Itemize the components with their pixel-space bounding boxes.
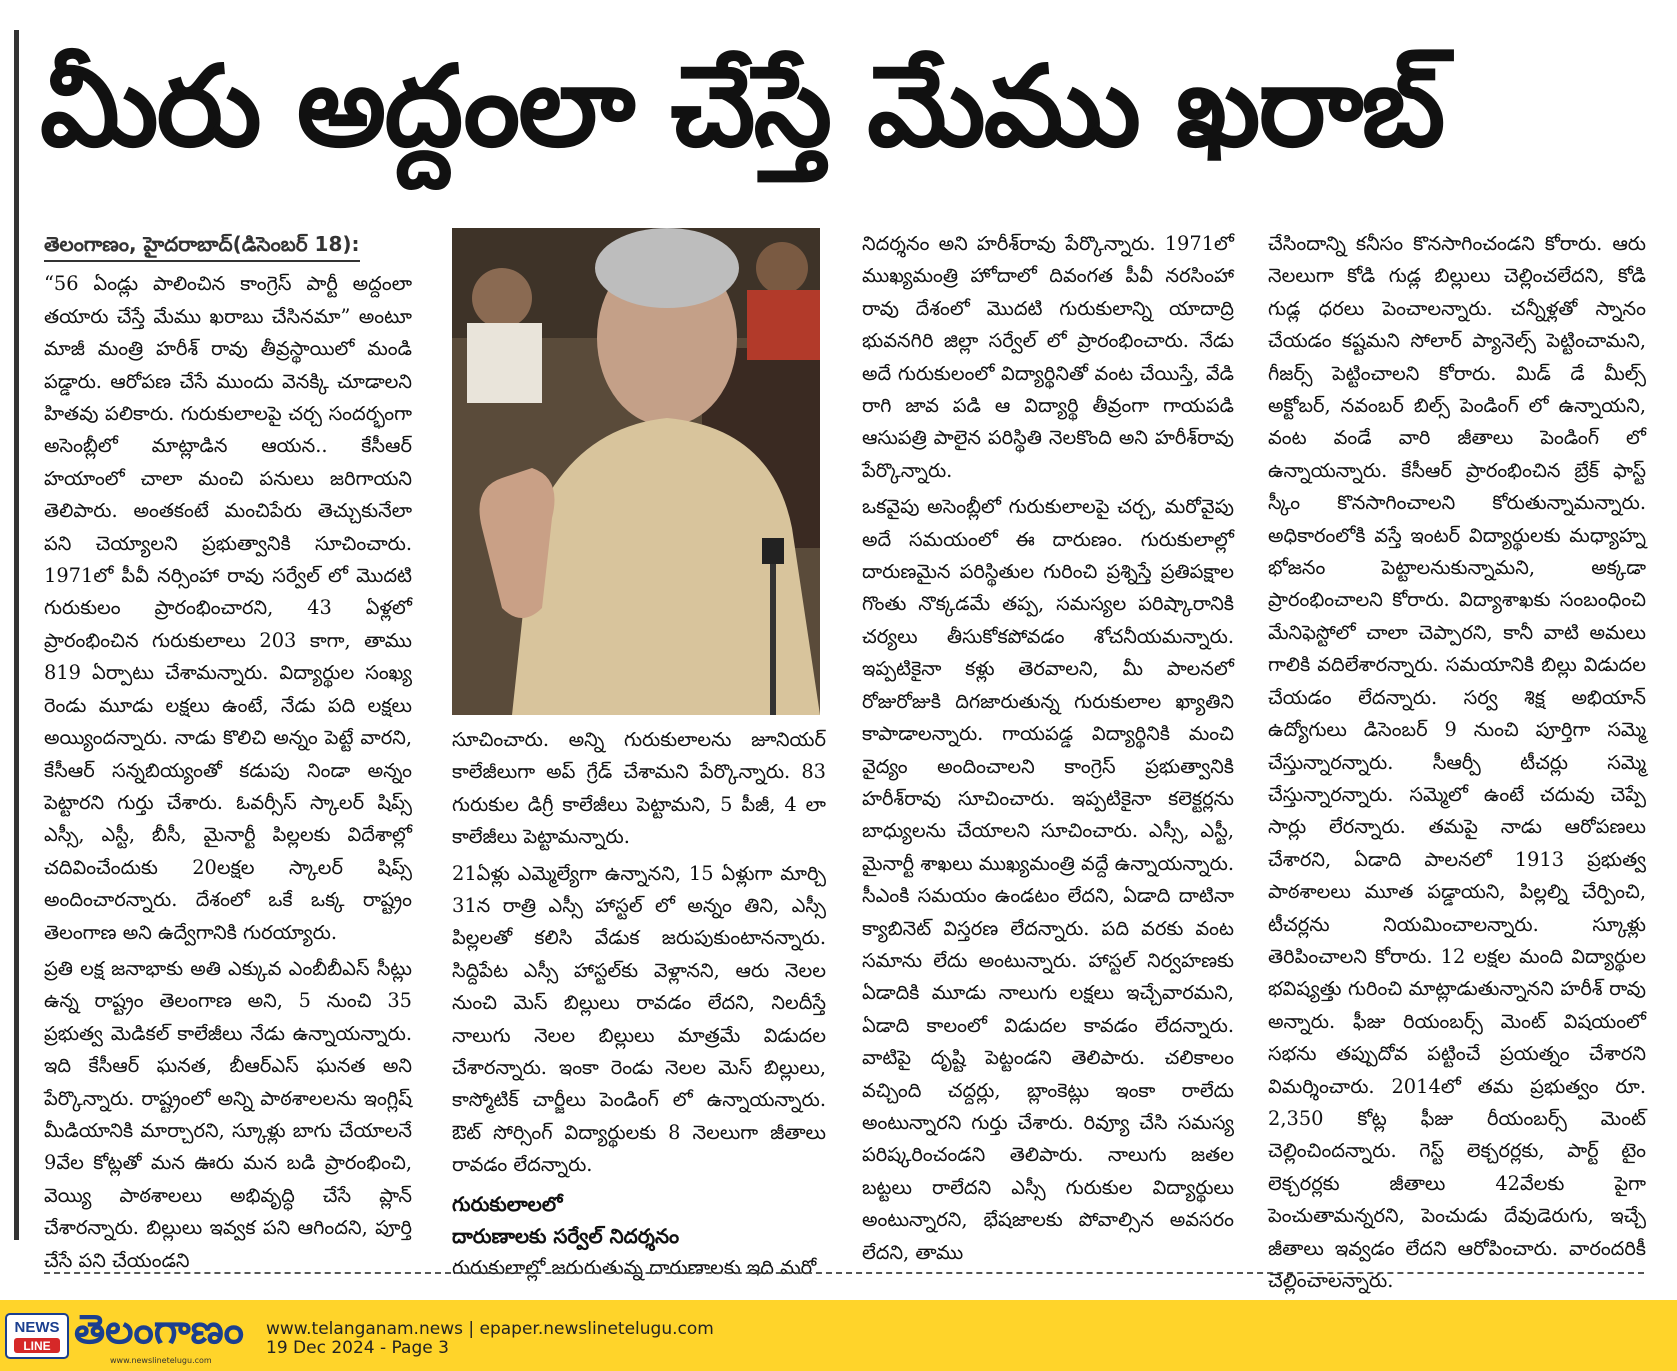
column-4 [1268,228,1646,1292]
headline: మీరు అద్దంలా చేస్తే మేము ఖరాబ్ [40,42,1444,172]
paragraph: నిదర్శనం అని హరీశ్‌రావు పేర్కొన్నారు. 1971లో ముఖ్యమంత్రి హోదాలో దివంగత పీవీ నరసింహా రావు దేశంలో మొదటి గురుకులాన్ని యాదాద్రి భువనగిరి జిల్లా సర్వేల్ లో ప్రారంభించారు. నేడు అదే గురుకులంలో విద్యార్థినితో వంట చేయిస్తే, వేడి రాగి జావ పడి ఆ విద్యార్థి తీవ్రంగా గాయపడి ఆసుపత్రి పాలైన పరిస్థితి నెలకొంది అని హరీశ్‌రావు పేర్కొన్నారు. [862,232,1234,482]
page-divider [44,1272,1644,1274]
paragraph: ఒకవైపు అసెంబ్లీలో గురుకులాలపై చర్చ, మరోవైపు అదే సమయంలో ఈ దారుణం. గురుకులాల్లో దారుణమైన పరిస్థితుల గురించి ప్రశ్నిస్తే ప్రతిపక్షాల గొంతు నొక్కడమే తప్ప, సమస్యల పరిష్కారానికి చర్యలు తీసుకోకపోవడం శోచనీయమన్నారు. ఇప్పటికైనా కళ్లు తెరవాలని, మీ పాలనలో రోజురోజుకి దిగజారుతున్న గురుకులాల ఖ్యాతిని కాపాడాలన్నారు. గాయపడ్డ విద్యార్థినికి మంచి వైద్యం అందించాలని కాంగ్రెస్ ప్రభుత్వానికి హరీశ్‌రావు సూచించారు. ఇప్పటికైనా కలెక్టర్లను బాధ్యులను చేయాలని సూచించారు. ఎస్సీ, ఎస్టీ, మైనార్టీ శాఖలు ముఖ్యమంత్రి వద్దే ఉన్నాయన్నారు. సీఎంకి సమయం ఉండటం లేదని, ఏడాది దాటినా క్యాబినెట్ విస్తరణ లేదన్నారు. పది వరకు వంట సమాను లేదు అంటున్నారు. హాస్టల్ నిర్వహణకు ఏడాదికి మూడు నాలుగు లక్షలు ఇచ్చేవారమని, ఏడాది కాలంలో విడుదల కావడం లేదన్నారు. వాటిపై దృష్టి పెట్టండని తెలిపారు. చలికాలం వచ్చింది చద్దర్లు, బ్లాంకెట్లు ఇంకా రాలేదు అంటున్నారని గుర్తు చేశారు. రివ్యూ చేసి సమస్య పరిష్కరించండని తెలిపారు. నాలుగు జతల బట్టలు రాలేదని ఎస్సీ గురుకుల విద్యార్థులు అంటున్నారని, భేషజాలకు పోవాల్సిన అవసరం లేదని, తాము [862,495,1234,1264]
left-margin-rule [14,30,19,1240]
paragraph: ప్రతి లక్ష జనాభాకు అతి ఎక్కువ ఎంబీబీఎస్ సీట్లు ఉన్న రాష్ట్రం తెలంగాణ అని, 5 నుంచి 35 ప్రభుత్వ మెడికల్ కాలేజీలు నేడు ఉన్నాయన్నారు. ఇది కేసీఆర్ ఘనత, బీఆర్ఎస్ ఘనత అని పేర్కొన్నారు. రాష్ట్రంలో అన్ని పాఠశాలలను ఇంగ్లిష్ మీడియానికి మార్చారని, స్కూళ్లు బాగు చేయాలనే 9వేల కోట్లతో మన ఊరు మన బడి ప్రారంభించి, వెయ్యి పాఠశాలలు అభివృద్ధి చేసే ప్లాన్ చేశారన్నారు. బిల్లులు ఇవ్వక పని ఆగిందని, పూర్తి చేసే పని చేయండని [44,956,412,1272]
paragraph: చేసిందాన్ని కనీసం కొనసాగించండని కోరారు. ఆరు నెలలుగా కోడి గుడ్ల బిల్లులు చెల్లించలేదని, కోడి గుడ్ల ధరలు పెంచాలన్నారు. చన్నీళ్లతో స్నానం చేయడం కష్టమని సోలార్ ప్యానెల్స్ పెట్టించామని, గీజర్స్ పెట్టించాలని కోరారు. మిడ్ డే మీల్స్ అక్టోబర్, నవంబర్ బిల్స్ పెండింగ్ లో ఉన్నాయని, వంట వండే వారి జీతాలు పెండింగ్ లో ఉన్నాయన్నారు. కేసీఆర్ ప్రారంభించిన బ్రేక్ ఫాస్ట్ స్కీం కొనసాగించాలని కోరుతున్నామన్నారు. అధికారంలోకి వస్తే ఇంటర్ విద్యార్థులకు మధ్యాహ్న భోజనం పెట్టాలనుకున్నామని, అక్కడా ప్రారంభించాలని కోరారు. విద్యాశాఖకు సంబంధించి మేనిఫెస్టోలో చాలా చెప్పారని, కానీ వాటి అమలు గాలికి వదిలేశారన్నారు. సమయానికి బిల్లు విడుదల చేయడం లేదన్నారు. సర్వ శిక్ష అభియాన్ ఉద్యోగులు డిసెంబర్ 9 నుంచి పూర్తిగా సమ్మె చేస్తున్నారన్నారు. సీఆర్పీ టీచర్లు సమ్మె చేస్తున్నారన్నారు. సమ్మెలో ఉంటే చదువు చెప్పే సార్లు లేరన్నారు. తమపై నాడు ఆరోపణలు చేశారని, ఏడాది పాలనలో 1913 ప్రభుత్వ పాఠశాలలు మూత పడ్డాయని, పిల్లల్ని చేర్పించి, టీచర్లను నియమించాలన్నారు. స్కూళ్లు తెరిపించాలని కోరారు. 12 లక్షల మంది విద్యార్థుల భవిష్యత్తు గురించి మాట్లాడుతున్నానని హరీశ్ రావు అన్నారు. ఫీజు రియంబర్స్ మెంట్ విషయంలో సభను తప్పుదోవ పట్టించే ప్రయత్నం చేశారని విమర్శించారు. 2014లో తమ ప్రభుత్వం రూ. 2,350 కోట్ల ఫీజు రీయంబర్స్ మెంట్ చెల్లించిందన్నారు. గెస్ట్ లెక్చరర్లకు, పార్ట్ టైం లెక్చరర్లకు జీతాలు 42వేలకు పైగా పెంచుతామన్నరని, పెంచుడు దేవుడెరుగు, ఇచ్చే జీతాలు ఇవ్వడం లేదని ఆరోపించారు. వారందరికీ చెల్లించాలన్నారు. [1268,232,1646,1292]
newsline-logo-icon [6,1308,68,1364]
column-2 [452,228,826,1279]
column-1 [44,228,412,1272]
speaker-photo-illustration [452,228,820,715]
brand-url: www.newslinetelugu.com [110,1356,212,1365]
logo-badge-top: NEWS [14,1319,60,1336]
footer-sites[interactable]: www.telanganam.news | epaper.newslinetelugu.com [266,1319,714,1339]
paragraph: 21ఏళ్లు ఎమ్మెల్యేగా ఉన్నానని, 15 ఏళ్లుగా మార్చి 31న రాత్రి ఎస్సీ హాస్టల్ లో అన్నం తిని, ఎస్సీ పిల్లలతో కలిసి వేడుక జరుపుకుంటానన్నారు. సిద్దిపేట ఎస్సీ హాస్టల్‌కు వెళ్లానని, ఆరు నెలల నుంచి మెస్ బిల్లులు రావడం లేదని, నిలదీస్తే నాలుగు నెలల బిల్లులు మాత్రమే విడుదల చేశారన్నారు. ఇంకా రెండు నెలల మెస్ బిల్లులు, కాస్మోటిక్ చార్జీలు పెండింగ్ లో ఉన్నాయన్నారు. ఔట్ సోర్సింగ్ విద్యార్థులకు 8 నెలలుగా జీతాలు రావడం లేదన్నారు. [452,861,826,1177]
brand-title: తెలంగాణం [74,1307,244,1353]
news-photo [452,228,820,715]
column-3 [862,228,1234,1264]
paragraph: సూచించారు. అన్ని గురుకులాలను జూనియర్ కాలేజీలుగా అప్ గ్రేడ్ చేశామని పేర్కొన్నారు. 83 గురుకుల డిగ్రీ కాలేజీలు పెట్టామని, 5 పీజీ, 4 లా కాలేజీలు పెట్టామన్నారు. [452,728,826,849]
logo-badge-bottom: LINE [23,1339,51,1353]
paragraph: “56 ఏండ్లు పాలించిన కాంగ్రెస్ పార్టీ అద్దంలా తయారు చేస్తే మేము ఖరాబు చేసినమా” అంటూ మాజీ మంత్రి హరీశ్ రావు తీవ్రస్థాయిలో మండి పడ్డారు. ఆరోపణ చేసే ముందు వెనక్కి చూడాలని హితవు పలికారు. గురుకులాలపై చర్చ సందర్భంగా అసెంబ్లీలో మాట్లాడిన ఆయన.. కేసీఆర్ హయాంలో చాలా మంచి పనులు జరిగాయని తెలిపారు. అంతకంటే మంచిపేరు తెచ్చుకునేలా పని చెయ్యాలని ప్రభుత్వానికి సూచించారు. 1971లో పీవీ నర్సింహా రావు సర్వేల్ లో మొదటి గురుకులం ప్రారంభించారని, 43 ఏళ్లలో ప్రారంభించిన గురుకులాలు 203 కాగా, తాము 819 ఏర్పాటు చేశామన్నారు. విద్యార్థుల సంఖ్య రెండు మూడు లక్షలు ఉంటే, నేడు పది లక్షలు అయ్యిందన్నారు. నాడు కొలిచి అన్నం పెట్టే వారని, కేసీఆర్ సన్నబియ్యంతో కడుపు నిండా అన్నం పెట్టారని గుర్తు చేశారు. ఓవర్సీస్ స్కాలర్ షిప్స్ ఎస్సీ, ఎస్టీ, బీసీ, మైనార్టీ పిల్లలకు విదేశాల్లో చదివించేందుకు 20లక్షల స్కాలర్ షిప్స్ అందించారన్నారు. దేశంలో ఒకే ఒక్క రాష్ట్రం తెలంగాణ అని ఉద్వేగానికి గురయ్యారు. [44,272,412,944]
dateline: తెలంగాణం, హైదరాబాద్(డిసెంబర్ 18): [44,228,360,262]
footer-date-page: 19 Dec 2024 - Page 3 [266,1338,449,1358]
footer-info [266,1320,714,1358]
subheading: దారుణాలకు సర్వేల్ నిదర్శనం [452,1223,680,1248]
subheading: గురుకులాలలో [452,1191,563,1216]
footer-bar [0,1300,1677,1371]
paragraph: గురుకులాల్లో జరుగుతున్న దారుణాలకు ఇది మరో [452,1255,817,1279]
